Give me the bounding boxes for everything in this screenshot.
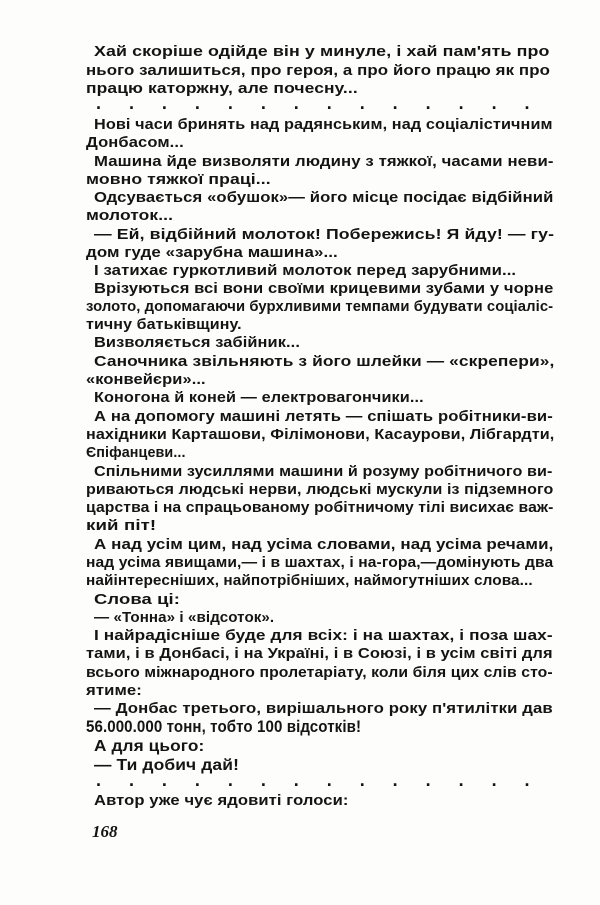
text-line: І найрадісніше буде для всіх: і на шахтах, і поза шах-	[94, 627, 553, 644]
text-line: нахідники Карташови, Філімонови, Касаурови, Лібгардти,	[86, 426, 555, 443]
text-line: тами, і в Донбасі, і на Україні, і в Союзі, і в усім світі для	[86, 645, 553, 662]
text-line: А для цього:	[94, 738, 205, 755]
text-line: Коногона й коней — електровагончики...	[94, 389, 424, 406]
text-line: «конвейєри»...	[86, 371, 206, 388]
text-line: А над усім цим, над усіма словами, над усіма речами,	[94, 536, 554, 553]
text-line: Машина йде визволяти людину з тяжкої, часами неви-	[94, 153, 554, 170]
text-line: Донбасом...	[86, 134, 184, 151]
text-line: Хай скоріше одійде він у минуле, і хай пам'ять про	[94, 43, 550, 60]
text-line: 56.000.000 тонн, тобто 100 відсотків!	[86, 718, 362, 736]
text-line: Спільними зусиллями машини й розуму робітничого ви-	[94, 463, 553, 480]
text-line: Одсувається «обушок»— його місце посідає відбійний	[94, 189, 554, 206]
separator-dots: . . . . . . . . . . . . . .	[96, 93, 542, 113]
text-line: працю каторжну, але почесну...	[86, 80, 358, 97]
text-line: нього залишиться, про героя, а про його працю як про	[86, 62, 550, 79]
text-line: тичну батьківщину.	[86, 316, 242, 333]
text-line: кий піт!	[86, 517, 157, 534]
text-line: Саночника звільняють з його шлейки — «скрепери»,	[94, 353, 555, 370]
text-line: мовно тяжкої праці...	[86, 171, 271, 188]
text-line: ятиме:	[86, 682, 142, 699]
text-line: царства і на спрацьованому робітничому тілі висихає важ-	[86, 499, 554, 516]
text-line: Визволяється забійник...	[94, 334, 300, 351]
text-line: золото, допомагаючи бурхливими темпами будувати соціаліс-	[86, 298, 554, 315]
text-line: молоток...	[86, 207, 174, 224]
text-line: Врізуються всі вони своїми крицевими зубами у чорне	[94, 280, 554, 297]
text-line: Єпіфанцеви...	[86, 444, 186, 461]
text-line: А на допомогу машині летять — спішать робітники-ви-	[94, 408, 553, 425]
text-line: — Донбас третього, вирішального року п'ятилітки дав	[94, 700, 553, 717]
separator-dots: . . . . . . . . . . . . . .	[96, 770, 542, 790]
text-line: Автор уже чує ядовиті голоси:	[94, 792, 349, 809]
text-line: — Ти добич дай!	[94, 757, 239, 774]
text-line: — «Тонна» і «відсоток».	[94, 609, 275, 626]
text-line: риваються людські нерви, людські мускули із підземного	[86, 481, 554, 498]
text-line: всього міжнародного пролетаріату, коли біля цих слів сто-	[86, 664, 553, 681]
text-line: дом гуде «зарубна машина»...	[86, 244, 338, 261]
text-line: Слова ці:	[94, 591, 181, 608]
text-line: — Ей, відбійний молоток! Побережись! Я йду! — гу-	[94, 226, 555, 243]
text-line: Нові часи бринять над радянським, над соціалістичним	[94, 116, 553, 133]
page-number: 168	[92, 822, 118, 841]
text-line: над усіма явищами,— і в шахтах, і на-гора,—домінують два	[86, 554, 554, 571]
text-line: найінтересніших, найпотрібніших, наймогутніших слова...	[86, 572, 533, 589]
text-line: І затихає гуркотливий молоток перед зарубними...	[94, 262, 517, 279]
